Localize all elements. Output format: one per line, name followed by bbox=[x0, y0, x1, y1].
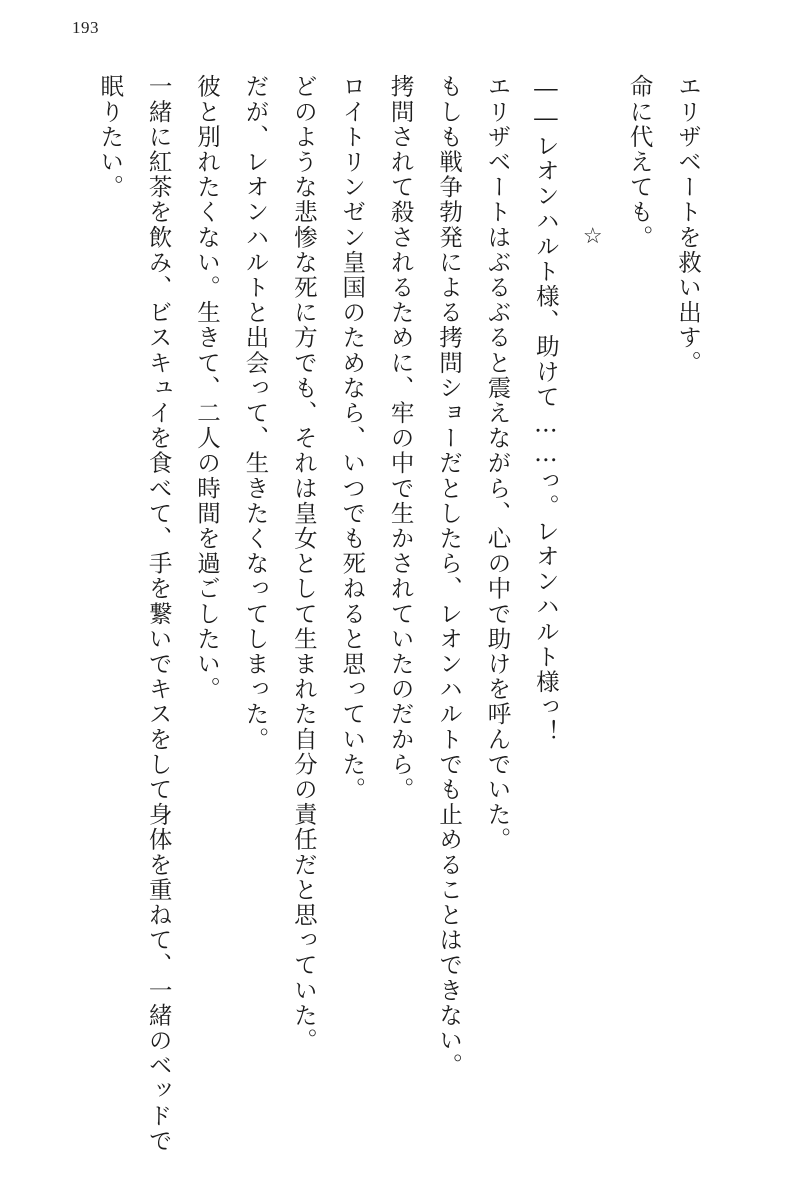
page-number: 193 bbox=[72, 18, 99, 37]
section-break-star: ☆ bbox=[580, 224, 606, 251]
vertical-text-body bbox=[40, 74, 712, 1164]
paragraph: もしも戦争勃発による拷問ショーだとしたら、レオンハルトでも止めることはできない。 bbox=[435, 74, 464, 1078]
paragraph: ――レオンハルト様、助けて……っ。レオンハルト様っ！ bbox=[531, 74, 560, 745]
paragraph: 彼と別れたくない。生きて、二人の時間を過ごしたい。 bbox=[193, 74, 222, 702]
paragraph: 一緒に紅茶を飲み、ビスキュイを食べて、手を繋いでキスをして身体を重ねて、一緒のベッドで眠りたい。 bbox=[96, 74, 173, 1154]
paragraph: 命に代えても。 bbox=[625, 74, 654, 250]
paragraph: どのような悲惨な死に方でも、それは皇女として生まれた自分の責任だと思っていた。 bbox=[289, 74, 318, 1053]
paragraph: エリザベートはぶるぶると震えながら、心の中で助けを呼んでいた。 bbox=[483, 74, 512, 853]
paragraph: だが、レオンハルトと出会って、生きたくなってしまった。 bbox=[241, 74, 270, 752]
paragraph: 拷問されて殺されるために、牢の中で生かされていたのだから。 bbox=[386, 74, 415, 802]
paragraph: ロイトリンゼン皇国のためなら、いつでも死ねると思っていた。 bbox=[338, 74, 367, 802]
paragraph: エリザベートを救い出す。 bbox=[674, 74, 702, 376]
